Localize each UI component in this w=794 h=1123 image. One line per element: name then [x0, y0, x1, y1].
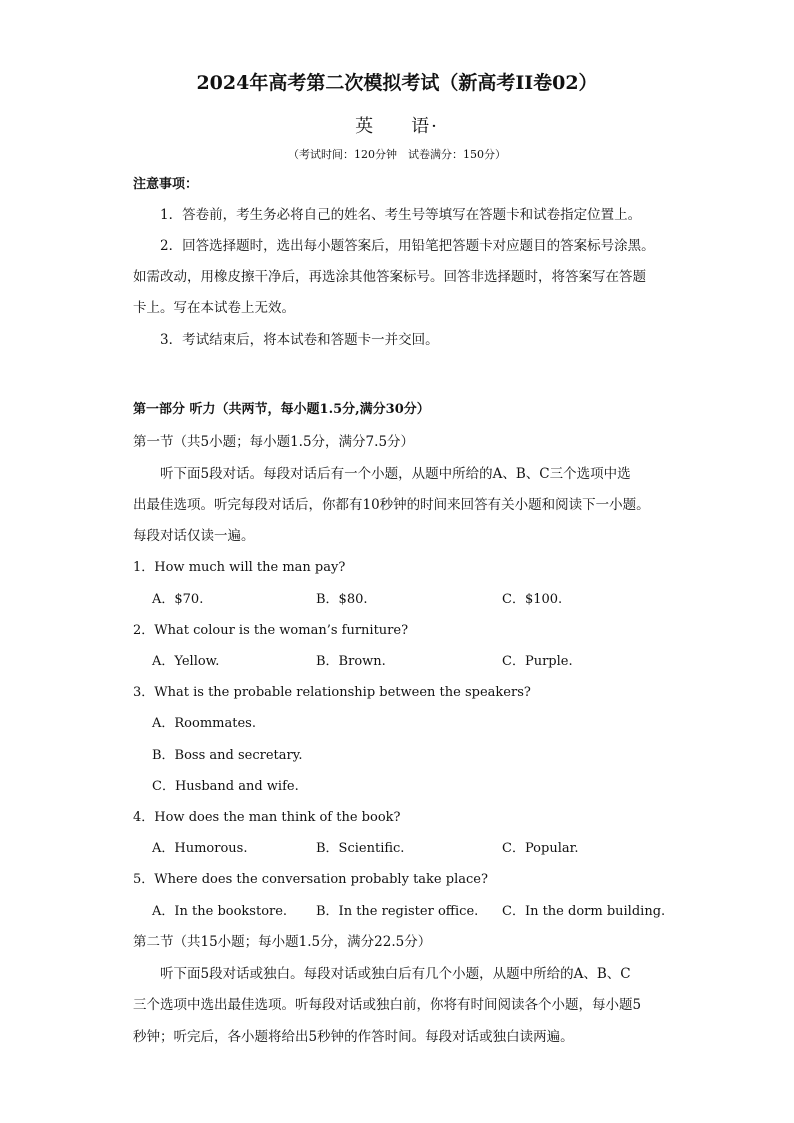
notice-item-1: 1．答卷前，考生务必将自己的姓名、考生号等填写在答题卡和试卷指定位置上。 [160, 207, 642, 223]
question-5-option-b: B．In the register office. [316, 904, 479, 919]
section2-intro-line-2: 三个选项中选出最佳选项。听每段对话或独白前，你将有时间阅读各个小题，每小题5 [133, 997, 642, 1013]
question-5-stem: 5．Where does the conversation probably take place? [133, 872, 488, 887]
section1-intro-line-2: 出最佳选项。听完每段对话后，你都有10秒钟的时间来回答有关小题和阅读下一小题。 [133, 497, 650, 513]
section1-heading: 第一节（共5小题；每小题1.5分，满分7.5分） [133, 434, 415, 450]
subject-title [0, 112, 794, 138]
section2-heading: 第二节（共15小题；每小题1.5分，满分22.5分） [133, 934, 432, 950]
exam-title: 2024年高考第二次模拟考试（新高考II卷02） [196, 72, 598, 94]
question-1-option-b: B．$80. [316, 592, 368, 607]
notice-item-3: 3．考试结束后，将本试卷和答题卡一并交回。 [160, 332, 439, 348]
question-3-stem: 3．What is the probable relationship between the speakers? [133, 685, 531, 700]
question-1-stem: 1．How much will the man pay? [133, 560, 346, 575]
question-2-option-c: C．Purple. [502, 654, 573, 669]
question-4-option-c: C．Popular. [502, 841, 579, 856]
section1-intro-line-1: 听下面5段对话。每段对话后有一个小题，从题中所给的A、B、C三个选项中选 [160, 466, 631, 482]
question-4-option-b: B．Scientific. [316, 841, 405, 856]
question-4-stem: 4．How does the man think of the book? [133, 810, 401, 825]
section2-intro-line-1: 听下面5段对话或独白。每段对话或独白后有几个小题，从题中所给的A、B、C [160, 966, 631, 982]
notice-item-2-cont-1: 如需改动，用橡皮擦干净后，再选涂其他答案标号。回答非选择题时，将答案写在答题 [133, 269, 646, 285]
notice-item-2: 2．回答选择题时，选出每小题答案后，用铅笔把答题卡对应题目的答案标号涂黑。 [160, 238, 655, 254]
notice-heading: 注意事项： [133, 177, 199, 192]
question-4-option-a: A．Humorous. [152, 841, 248, 856]
subject-char-2: 语· [411, 116, 439, 137]
question-2-option-a: A．Yellow. [152, 654, 220, 669]
question-5-option-a: A．In the bookstore. [152, 904, 288, 919]
question-2-option-b: B．Brown. [316, 654, 386, 669]
section1-intro-line-3: 每段对话仅读一遍。 [133, 528, 255, 544]
notice-item-2-cont-2: 卡上。写在本试卷上无效。 [133, 300, 295, 316]
question-3-option-b: B．Boss and secretary. [152, 748, 303, 763]
exam-time-info: （考试时间：120分钟 试卷满分：150分） [288, 148, 506, 161]
question-2-stem: 2．What colour is the woman’s furniture? [133, 623, 409, 638]
question-1-option-c: C．$100. [502, 592, 563, 607]
question-5-option-c: C．In the dorm building. [502, 904, 666, 919]
question-1-option-a: A．$70. [152, 592, 204, 607]
section2-intro-line-3: 秒钟；听完后，各小题将给出5秒钟的作答时间。每段对话或独白读两遍。 [133, 1029, 574, 1045]
subject-char-1: 英 [355, 116, 376, 137]
part1-heading: 第一部分 听力（共两节，每小题1.5分,满分30分） [133, 402, 430, 417]
question-3-option-a: A．Roommates. [152, 716, 256, 731]
question-3-option-c: C．Husband and wife. [152, 779, 299, 794]
